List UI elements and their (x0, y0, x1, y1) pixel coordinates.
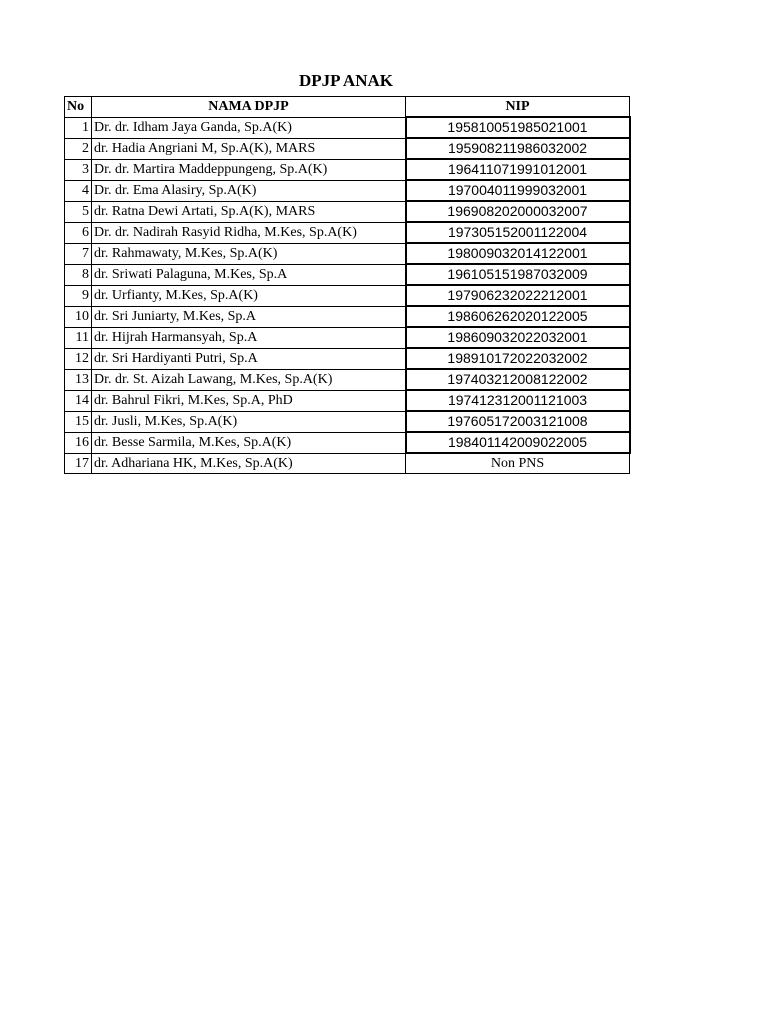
doctor-nip: 195908211986032002 (406, 138, 630, 159)
table-row (65, 222, 630, 243)
doctor-nip: 196908202000032007 (406, 201, 630, 222)
row-number: 6 (65, 222, 92, 243)
doctor-name: Dr. dr. Ema Alasiry, Sp.A(K) (92, 180, 406, 201)
row-number: 1 (65, 117, 92, 138)
doctor-nip: Non PNS (406, 453, 630, 474)
column-header-no: No (65, 97, 92, 118)
row-number: 17 (65, 453, 92, 474)
doctor-nip: 197412312001121003 (406, 390, 630, 411)
doctor-nip: 196411071991012001 (406, 159, 630, 180)
doctor-name: Dr. dr. Nadirah Rasyid Ridha, M.Kes, Sp.A(K) (92, 222, 406, 243)
doctor-name: dr. Sriwati Palaguna, M.Kes, Sp.A (92, 264, 406, 285)
table-row (65, 117, 630, 138)
row-number: 8 (65, 264, 92, 285)
doctor-name: dr. Hadia Angriani M, Sp.A(K), MARS (92, 138, 406, 159)
row-number: 10 (65, 306, 92, 327)
doctor-name: dr. Urfianty, M.Kes, Sp.A(K) (92, 285, 406, 306)
doctor-nip: 197305152001122004 (406, 222, 630, 243)
row-number: 2 (65, 138, 92, 159)
doctor-nip: 197605172003121008 (406, 411, 630, 432)
doctor-nip: 198009032014122001 (406, 243, 630, 264)
page-title: DPJP ANAK (299, 71, 393, 90)
doctor-name: dr. Sri Hardiyanti Putri, Sp.A (92, 348, 406, 369)
column-header-nama: NAMA DPJP (92, 97, 406, 118)
table-row (65, 201, 630, 222)
doctor-name: Dr. dr. Idham Jaya Ganda, Sp.A(K) (92, 117, 406, 138)
table-row (65, 285, 630, 306)
doctor-nip: 197906232022212001 (406, 285, 630, 306)
table-row (65, 369, 630, 390)
doctor-nip: 198606262020122005 (406, 306, 630, 327)
row-number: 16 (65, 432, 92, 453)
doctor-nip: 195810051985021001 (406, 117, 630, 138)
doctor-name: dr. Bahrul Fikri, M.Kes, Sp.A, PhD (92, 390, 406, 411)
row-number: 5 (65, 201, 92, 222)
row-number: 7 (65, 243, 92, 264)
doctor-name: Dr. dr. St. Aizah Lawang, M.Kes, Sp.A(K) (92, 369, 406, 390)
doctor-name: dr. Sri Juniarty, M.Kes, Sp.A (92, 306, 406, 327)
table-row (65, 411, 630, 432)
table-row (65, 348, 630, 369)
table-row (65, 243, 630, 264)
table-row (65, 327, 630, 348)
dpjp-table (64, 96, 631, 474)
doctor-nip: 197403212008122002 (406, 369, 630, 390)
doctor-name: dr. Rahmawaty, M.Kes, Sp.A(K) (92, 243, 406, 264)
table-row (65, 432, 630, 453)
row-number: 12 (65, 348, 92, 369)
table-row (65, 390, 630, 411)
row-number: 14 (65, 390, 92, 411)
doctor-nip: 197004011999032001 (406, 180, 630, 201)
table-row (65, 306, 630, 327)
doctor-nip: 198401142009022005 (406, 432, 630, 453)
row-number: 13 (65, 369, 92, 390)
table-row (65, 453, 630, 474)
doctor-name: dr. Adhariana HK, M.Kes, Sp.A(K) (92, 453, 406, 474)
table-row (65, 264, 630, 285)
doctor-name: dr. Besse Sarmila, M.Kes, Sp.A(K) (92, 432, 406, 453)
table-header-row (65, 97, 630, 118)
column-header-nip: NIP (406, 97, 630, 118)
row-number: 4 (65, 180, 92, 201)
doctor-nip: 196105151987032009 (406, 264, 630, 285)
table-row (65, 138, 630, 159)
doctor-name: dr. Hijrah Harmansyah, Sp.A (92, 327, 406, 348)
doctor-name: dr. Ratna Dewi Artati, Sp.A(K), MARS (92, 201, 406, 222)
doctor-nip: 198910172022032002 (406, 348, 630, 369)
row-number: 3 (65, 159, 92, 180)
table-row (65, 180, 630, 201)
row-number: 9 (65, 285, 92, 306)
doctor-name: dr. Jusli, M.Kes, Sp.A(K) (92, 411, 406, 432)
doctor-nip: 198609032022032001 (406, 327, 630, 348)
doctor-name: Dr. dr. Martira Maddeppungeng, Sp.A(K) (92, 159, 406, 180)
row-number: 11 (65, 327, 92, 348)
table-row (65, 159, 630, 180)
row-number: 15 (65, 411, 92, 432)
